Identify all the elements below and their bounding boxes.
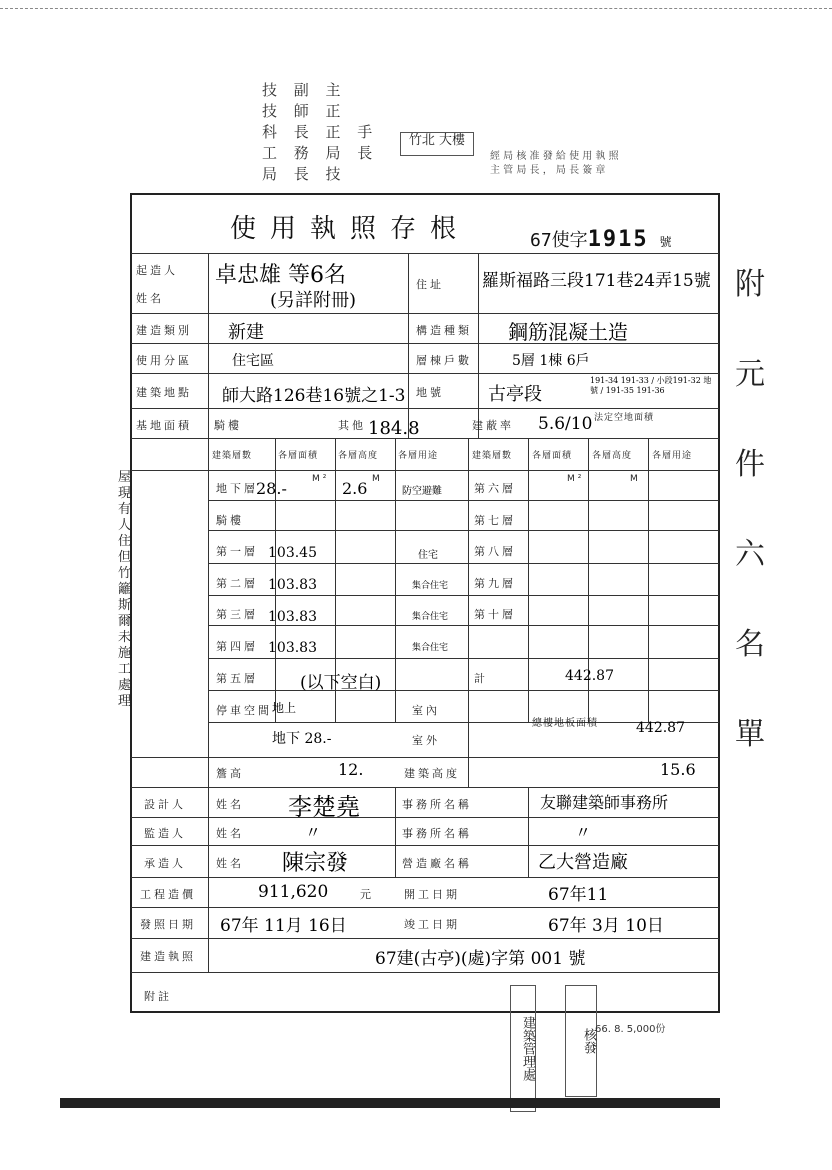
unit-m: M xyxy=(630,474,641,484)
address-label: 住址 xyxy=(416,278,444,291)
row-rule xyxy=(131,972,719,973)
form-title: 使用執照存根 xyxy=(230,214,471,244)
cost-label: 工程造價 xyxy=(140,888,196,901)
f4-use: 集合住宅 xyxy=(412,643,449,653)
office-label-2: 事務所名稱 xyxy=(402,827,472,840)
right-char: 元 xyxy=(735,357,765,392)
stamp-line: 工 務 局 長 xyxy=(262,144,379,162)
col-rule xyxy=(648,438,649,722)
right-char: 名 xyxy=(735,627,765,662)
unit-m: M xyxy=(372,474,383,484)
col-rule xyxy=(528,787,529,877)
structure-label: 構造種類 xyxy=(416,324,472,337)
basement-height: 2.6 xyxy=(342,479,368,498)
issue-label: 發照日期 xyxy=(140,918,196,931)
lot-value: 古亭段 xyxy=(488,384,542,405)
col-rule xyxy=(208,253,209,972)
parking-label: 停車空間 xyxy=(216,704,272,717)
lot-label: 地號 xyxy=(416,386,444,399)
floor-area-label-2: 各層面積 xyxy=(532,451,573,461)
floor-name: 第十層 xyxy=(474,608,516,621)
f1-area: 103.45 xyxy=(268,545,317,561)
floor-rule xyxy=(208,500,719,501)
floor-use-label-2: 各層用途 xyxy=(652,451,693,461)
row-rule xyxy=(131,877,719,878)
floor-name: 第六層 xyxy=(474,482,516,495)
row-rule xyxy=(131,757,719,758)
finish-label: 竣工日期 xyxy=(404,918,460,931)
designer-office: 友聯建築師事務所 xyxy=(540,793,669,812)
indoor-label: 室內 xyxy=(412,704,440,717)
bldg-floors-label: 建築層數 xyxy=(212,451,253,461)
category-value: 新建 xyxy=(228,322,264,343)
name-label-3: 姓名 xyxy=(216,827,244,840)
stamp-line: 技 師 正 xyxy=(262,102,347,120)
row-rule xyxy=(131,438,719,439)
row-rule xyxy=(131,787,719,788)
floor-name: 第四層 xyxy=(216,640,258,653)
stamp-line: 科 長 正 手 xyxy=(262,123,379,141)
floor-rule xyxy=(208,595,719,596)
finish-value: 67年 3月 10日 xyxy=(548,916,664,936)
site-area-value: 184.8 xyxy=(368,418,420,439)
stamp-line: 技 副 主 xyxy=(262,81,347,99)
bottom-stamp-1: 建築管理處 xyxy=(510,985,536,1112)
col-rule xyxy=(528,438,529,722)
floor-rule xyxy=(208,690,719,691)
unit-m2: M² xyxy=(567,474,585,484)
contractor-firm: 乙大營造廠 xyxy=(538,852,628,873)
start-label: 開工日期 xyxy=(404,888,460,901)
permit-number xyxy=(530,226,672,252)
f5-note: (以下空白) xyxy=(300,673,382,693)
floor-rule xyxy=(208,563,719,564)
supervisor-label: 監造人 xyxy=(144,827,186,840)
parking-under: 地下 28.- xyxy=(272,731,332,747)
prev-permit-value: 67建(古亭)(處)字第 001 號 xyxy=(375,949,586,969)
floor-name: 第一層 xyxy=(216,545,258,558)
supervisor-name: 〃 xyxy=(305,823,322,842)
row-rule xyxy=(131,343,719,344)
coverage-value: 5.6/10 xyxy=(538,414,593,434)
floor-name: 第九層 xyxy=(474,577,516,590)
col-rule xyxy=(478,253,479,438)
floor-use-label: 各層用途 xyxy=(398,451,439,461)
legal-space-label: 法定空地面積 xyxy=(594,413,655,423)
zone-value: 住宅區 xyxy=(232,353,274,369)
firm-label: 營造廠名稱 xyxy=(402,857,472,870)
permit-suffix: 號 xyxy=(659,235,672,249)
floor-name: 第二層 xyxy=(216,577,258,590)
floor-height-label: 各層高度 xyxy=(338,451,379,461)
builder-address: 羅斯福路三段171巷24弄15號 xyxy=(482,271,711,291)
f3-area: 103.83 xyxy=(268,609,317,625)
floor-name: 第七層 xyxy=(474,514,516,527)
col-rule xyxy=(468,438,469,787)
row-rule xyxy=(131,907,719,908)
top-note-line1: 經 局 核 准 發 給 使 用 執 照 xyxy=(490,151,619,162)
row-rule xyxy=(131,253,719,254)
parking-ground: 地上 xyxy=(272,701,297,715)
approval-seal: 竹北 大樓 xyxy=(400,132,474,156)
row-rule xyxy=(131,817,719,818)
name-label-4: 姓名 xyxy=(216,857,244,870)
builder-label: 起造人 xyxy=(136,264,178,277)
right-char: 件 xyxy=(735,447,765,482)
col-rule xyxy=(395,438,396,722)
contractor-name: 陳宗發 xyxy=(282,851,349,876)
top-note-line2: 主 管 局 長 ， 局 長 簽 章 xyxy=(490,165,606,176)
structure-value: 鋼筋混凝土造 xyxy=(508,320,628,344)
unit-m2: M² xyxy=(312,474,330,484)
bldg-height-value: 15.6 xyxy=(660,760,696,779)
left-margin-note: 屋現有人住但竹籬斯爾未施工處理 xyxy=(118,470,132,709)
row-rule xyxy=(131,313,719,314)
print-footer: 66. 8. 5,000份 xyxy=(595,1024,666,1035)
floor-rule xyxy=(208,530,719,531)
right-char: 附 xyxy=(735,267,765,302)
row-rule xyxy=(131,373,719,374)
floor-height-label-2: 各層高度 xyxy=(592,451,633,461)
coverage-label: 建蔽率 xyxy=(472,419,514,432)
f2-area: 103.83 xyxy=(268,577,317,593)
col-rule xyxy=(408,253,409,438)
floor-name: 第八層 xyxy=(474,545,516,558)
supervisor-office: 〃 xyxy=(575,823,592,842)
name-label-2: 姓名 xyxy=(216,798,244,811)
right-char: 單 xyxy=(735,717,765,752)
floor-name: 第三層 xyxy=(216,608,258,621)
f2-use: 集合住宅 xyxy=(412,581,449,591)
issue-value: 67年 11月 16日 xyxy=(220,916,347,936)
cost-value: 911,620 xyxy=(258,882,329,902)
builder-name: 卓忠雄 等6名 xyxy=(215,263,346,288)
floors-value: 5層 1棟 6戶 xyxy=(512,353,590,369)
floor-name: 地下層 xyxy=(216,482,258,495)
permit-no: 1915 xyxy=(587,227,649,252)
builder-note: (另詳附冊) xyxy=(270,290,357,311)
designer-name: 李楚堯 xyxy=(288,793,360,821)
f3-use: 集合住宅 xyxy=(412,612,449,622)
basement-area: 28.- xyxy=(256,479,287,498)
contractor-label: 承造人 xyxy=(144,857,186,870)
basement-use: 防空避難 xyxy=(402,486,442,497)
permit-prefix: 67使字 xyxy=(530,230,588,251)
location-label: 建築地點 xyxy=(136,386,192,399)
outdoor-label: 室外 xyxy=(412,734,440,747)
floor-area-label: 各層面積 xyxy=(278,451,319,461)
floor-rule xyxy=(208,625,719,626)
lot-numbers: 191-34 191-33 / 小段191-32 地號 / 191-35 191-36 xyxy=(590,376,712,395)
arcade-label: 騎樓 xyxy=(214,419,242,432)
name-label: 姓名 xyxy=(136,292,164,305)
row-rule xyxy=(131,938,719,939)
designer-label: 設計人 xyxy=(144,798,186,811)
location-value: 師大路126巷16號之1-3 xyxy=(222,386,406,406)
start-value: 67年11 xyxy=(548,885,609,905)
other-label: 其他 xyxy=(338,419,366,432)
top-dashed-rule xyxy=(0,8,832,9)
bottom-stamp-2: 核發 xyxy=(565,985,597,1097)
total-area: 442.87 xyxy=(565,668,614,684)
prev-permit-label: 建造執照 xyxy=(140,950,196,963)
site-area-label: 基地面積 xyxy=(136,419,192,432)
floor-name: 騎樓 xyxy=(216,514,244,527)
floors-label: 層棟戶數 xyxy=(416,354,472,367)
f1-use: 住宅 xyxy=(418,550,438,561)
bottom-scan-bar xyxy=(60,1098,720,1108)
zone-label: 使用分區 xyxy=(136,354,192,367)
eaves-label: 簷高 xyxy=(216,767,244,780)
cost-unit: 元 xyxy=(360,888,374,901)
eaves-value: 12. xyxy=(338,760,364,779)
stamp-line: 局 長 技 xyxy=(262,165,347,183)
right-margin-text xyxy=(735,240,795,780)
office-label: 事務所名稱 xyxy=(402,798,472,811)
total-floor-label: 總樓地板面積 xyxy=(532,718,598,729)
f4-area: 103.83 xyxy=(268,640,317,656)
row-rule xyxy=(131,470,719,471)
top-note xyxy=(490,150,619,178)
right-char: 六 xyxy=(735,537,765,572)
bldg-height-label: 建築高度 xyxy=(404,767,460,780)
total-label: 計 xyxy=(474,672,488,685)
row-rule xyxy=(131,845,719,846)
category-label: 建造類別 xyxy=(136,324,192,337)
floor-name: 第五層 xyxy=(216,672,258,685)
remarks-label: 附註 xyxy=(144,990,172,1003)
floor-rule xyxy=(208,658,719,659)
row-rule xyxy=(131,408,719,409)
total-floor-value: 442.87 xyxy=(636,720,685,736)
col-rule xyxy=(395,787,396,877)
bldg-floors-label-2: 建築層數 xyxy=(472,451,513,461)
